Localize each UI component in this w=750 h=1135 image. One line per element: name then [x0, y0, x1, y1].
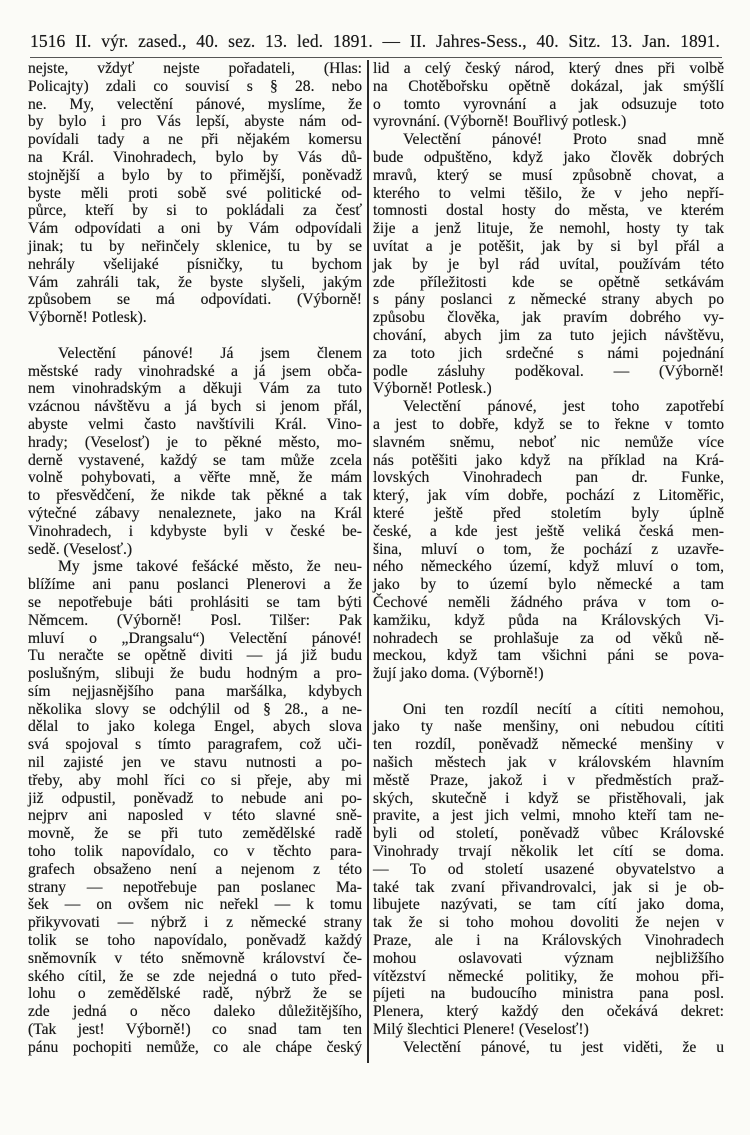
- text-line: lovských Vinohradech pan dr. Funke,: [373, 469, 724, 487]
- paragraph: [373, 398, 724, 683]
- text-line: mohou oslavovati význam nejbližšího: [373, 949, 724, 967]
- text-line: půrce, kteří by si to pokládali za česť: [28, 202, 362, 220]
- text-line: Velectění pánové! Proto snad mně: [403, 131, 724, 149]
- right-column: [373, 60, 724, 1057]
- text-line: žije a jenž lituje, že nemohl, hosty ty tak: [373, 220, 724, 238]
- text-line: nohradech se prohlašuje za od věků ně-: [373, 629, 724, 647]
- text-line: nás potěšiti jako když na příklad na Krá-: [373, 451, 724, 469]
- text-line: Velectění pánové, jest toho zapotřebí: [403, 398, 724, 416]
- text-line: Policajty) zdali co souvisí s § 28. nebo: [28, 77, 362, 95]
- text-line: poslušným, slibuji že budu hodným a pro-: [28, 665, 362, 683]
- text-line: městě Praze, jakož i v předměstích praž-: [373, 771, 724, 789]
- text-line: píjeti na budoucího ministra pana posl.: [373, 985, 724, 1003]
- text-line: na Král. Vinohradech, bylo by Vás dů-: [28, 148, 362, 166]
- text-line: Velectění pánové! Já jsem členem: [58, 344, 362, 362]
- text-line: stojnější a bylo by to přimější, poněvadž: [28, 166, 362, 184]
- text-line: Vám zahráli tak, že byste slyšeli, jakým: [28, 273, 362, 291]
- text-line: byli od století, poněvadž vůbec Královské: [373, 825, 724, 843]
- text-line: a jest to dobře, když se to řekne v tomto: [373, 415, 724, 433]
- text-line: pravite, a jest jich velmi, mnoho kteří tam ne-: [373, 807, 724, 825]
- text-line: jinak; tu by neřinčely sklenice, tu by se: [28, 237, 362, 255]
- text-line: kterého to velmi těšilo, že v jeho nepří-: [373, 184, 724, 202]
- text-line: blížíme ani panu poslanci Plenerovi a že: [28, 576, 362, 594]
- text-line: Výborně! Potlesk).: [28, 309, 147, 327]
- text-line: pánu pochopiti nemůže, co ale chápe český: [28, 1038, 362, 1056]
- text-line: libujete nazývati, se tam cítí jako doma,: [373, 896, 724, 914]
- text-line: vyrovnání. (Výborně! Bouřlivý potlesk.): [373, 113, 627, 131]
- text-line: Němcem. (Výborně! Posl. Tilšer: Pak: [28, 611, 362, 629]
- text-line: několika slovy se odchýlil od § 28., a ne-: [28, 700, 362, 718]
- text-line: sněmovník v této sněmovně království če-: [28, 949, 362, 967]
- text-line: o tomto vyrovnání a jak odsuzuje toto: [373, 95, 724, 113]
- text-line: nil zajisté jen ve stavu nutnosti a po-: [28, 754, 362, 772]
- text-line: lohu o zemědělské radě, nýbrž že se: [28, 985, 362, 1003]
- paragraph: [373, 701, 724, 1039]
- text-line: šek — on ovšem nic neřekl — k tomu: [28, 896, 362, 914]
- text-line: meckou, když tam všichni páni se pova-: [373, 647, 724, 665]
- text-line: Výborně! Potlesk.): [373, 380, 492, 398]
- text-line: svá spojoval s tímto paragrafem, což uči-: [28, 736, 362, 754]
- text-line: nem vinohradským a děkuji Vám za tuto: [28, 380, 362, 398]
- text-line: s pány poslanci z německé strany abych po: [373, 291, 724, 309]
- text-line: Oni ten rozdíl necítí a cítiti nemohou,: [403, 700, 724, 718]
- text-line: Praze, ale i na Královských Vinohradech: [373, 932, 724, 950]
- text-line: tak že si toho mohou dovoliti že nejen v: [373, 914, 724, 932]
- text-line: se nepotřebuje báti prohlásiti se tam býti: [28, 593, 362, 611]
- text-line: vítězství německé politiky, že mohou při-: [373, 967, 724, 985]
- text-line: Tu neračte se opětně diviti — já již budu: [28, 647, 362, 665]
- paragraph: [28, 558, 362, 1056]
- text-line: který, jak vím dobře, pochází z Litoměřic,: [373, 487, 724, 505]
- text-line: Vinohrady trvají několik let cítí se doma.: [373, 843, 724, 861]
- paragraph: [373, 1039, 724, 1057]
- text-line: městské rady vinohradské a já jsem obča-: [28, 362, 362, 380]
- text-line: grafech obsaženo není a nejenom z této: [28, 860, 362, 878]
- text-line: na Chotěbořsku opětně dokázal, jak smýšlí: [373, 77, 724, 95]
- text-line: způsobu člověka, jak pravím dobrého vy-: [373, 309, 724, 327]
- paragraph: [28, 345, 362, 559]
- text-line: již odpustil, poněvadž to nebude ani po-: [28, 789, 362, 807]
- text-line: způsobem se má odpovídati. (Výborně!: [28, 291, 362, 309]
- text-line: Čechové neměli žádného práva v tom o-: [373, 593, 724, 611]
- text-line: volně pohybovati, a věřte mně, že mám: [28, 469, 362, 487]
- text-line: nejprv ani naposled v této slavné sně-: [28, 807, 362, 825]
- text-line: Vám odpovídati a oni by Vám odpovídali: [28, 220, 362, 238]
- text-line: vzácnou návštěvu a já bych si jenom přál,: [28, 398, 362, 416]
- header-rule: [30, 57, 722, 58]
- text-line: toho tolik napovídalo, co v těchto para-: [28, 843, 362, 861]
- text-line: podle zásluhy poděkoval. — (Výborně!: [373, 362, 724, 380]
- text-line: ne. My, velectění pánové, myslíme, že: [28, 95, 362, 113]
- text-line: Milý šlechtici Plenere! (Veselosť!): [373, 1021, 589, 1039]
- text-line: povídali tady a ne při nějakém komersu: [28, 131, 362, 149]
- text-line: mluví o „Drangsalu“) Velectění pánové!: [28, 629, 362, 647]
- text-line: které ještě před stoletím byly úplně: [373, 504, 724, 522]
- text-line: My jsme takové fešácké město, že neu-: [58, 558, 362, 576]
- text-line: dělal to jako kolega Engel, abych slova: [28, 718, 362, 736]
- text-line: zde příležitosti kde se opětně setkávám: [373, 273, 724, 291]
- text-line: ného německého území, když mluví o tom,: [373, 558, 724, 576]
- paragraph: [28, 60, 362, 327]
- text-line: přikyvovati — nýbrž i z německé strany: [28, 914, 362, 932]
- text-line: by bylo i pro Vás lepší, abyste nám od-: [28, 113, 362, 131]
- paragraph-spacer: [28, 327, 362, 345]
- text-line: movně, že se při tuto zemědělské radě: [28, 825, 362, 843]
- text-line: tolik se toho napovídalo, poněvadž každý: [28, 932, 362, 950]
- text-line: české, a kde jest ještě veliká česká men-: [373, 522, 724, 540]
- text-line: našich městech jak v královském hlavním: [373, 754, 724, 772]
- text-line: jak by je byl rád uvítal, používám této: [373, 255, 724, 273]
- text-line: abyste velmi často navštívili Král. Vino-: [28, 415, 362, 433]
- text-line: bude odpuštěno, když jako člověk dobrých: [373, 148, 724, 166]
- text-line: žují jako doma. (Výborně!): [373, 665, 544, 683]
- text-line: sedě. (Veselosť.): [28, 540, 133, 558]
- page-header: 1516 II. výr. zased., 40. sez. 13. led. 1891. — II. Jahres-Sess., 40. Sitz. 13. Jan. 1891.: [30, 31, 720, 51]
- text-line: lid a celý český národ, který dnes při volbě: [373, 60, 724, 77]
- text-line: ského cítil, že se zde nejedná o tuto před-: [28, 967, 362, 985]
- text-line: hrady; (Veselosť) je to pěkné město, mo-: [28, 433, 362, 451]
- text-line: byste měli proti sobě své politické od-: [28, 184, 362, 202]
- text-line: jako ty naše menšiny, oni nebudou cítiti: [373, 718, 724, 736]
- text-line: mravů, který se musí způsobně chovat, a: [373, 166, 724, 184]
- text-line: ských, skutečně i když se přistěhovali, jak: [373, 789, 724, 807]
- text-line: to přesvědčení, že nikde tak pěkné a tak: [28, 487, 362, 505]
- text-line: Plenera, který každý den očekává dekret:: [373, 1003, 724, 1021]
- text-line: nehrály všelijaké písničky, tu bychom: [28, 255, 362, 273]
- text-line: výtečné zábavy nenaleznete, jako na Král: [28, 504, 362, 522]
- text-line: — To od století usazené obyvatelstvo a: [373, 860, 724, 878]
- text-line: sím nejjasnějšího pana maršálka, kdybych: [28, 682, 362, 700]
- text-line: strany — nepotřebuje pan poslanec Ma-: [28, 878, 362, 896]
- text-line: nejste, vždyť nejste pořadateli, (Hlas:: [28, 60, 362, 77]
- left-column: [28, 60, 362, 1057]
- text-line: také tak zvaní přivandrovalci, jak si je ob-: [373, 878, 724, 896]
- text-line: tomnosti dostal hosty do města, ve kterém: [373, 202, 724, 220]
- text-line: Velectění pánové, tu jest viděti, že u: [403, 1038, 724, 1056]
- text-line: jako by to území bylo německé a tam: [373, 576, 724, 594]
- paragraph: [373, 131, 724, 398]
- column-divider: [367, 60, 369, 1063]
- text-line: Vinohradech, i kdybyste byli v české be-: [28, 522, 362, 540]
- text-line: šina, mluví o tom, že pochází z uzavře-: [373, 540, 724, 558]
- text-line: uvítat a je potěšit, jak by si byl přál a: [373, 237, 724, 255]
- text-line: ten rozdíl, poněvadž německé menšiny v: [373, 736, 724, 754]
- paragraph-spacer: [373, 683, 724, 701]
- text-line: slavném sněmu, neboť nic nemůže více: [373, 433, 724, 451]
- text-line: zde jedná o něco daleko důležitějšího,: [28, 1003, 362, 1021]
- paragraph: [373, 60, 724, 131]
- text-line: třeby, aby mohl říci co si přeje, aby mi: [28, 771, 362, 789]
- text-line: derně vystavené, každý se tam může zcela: [28, 451, 362, 469]
- text-line: za toto jich srdečné s námi pojednání: [373, 344, 724, 362]
- text-line: chování, abych jim za tuto jejich návštěvu,: [373, 326, 724, 344]
- text-line: kamžiku, když půda na Královských Vi-: [373, 611, 724, 629]
- text-line: (Tak jest! Výborně!) co snad tam ten: [28, 1021, 362, 1039]
